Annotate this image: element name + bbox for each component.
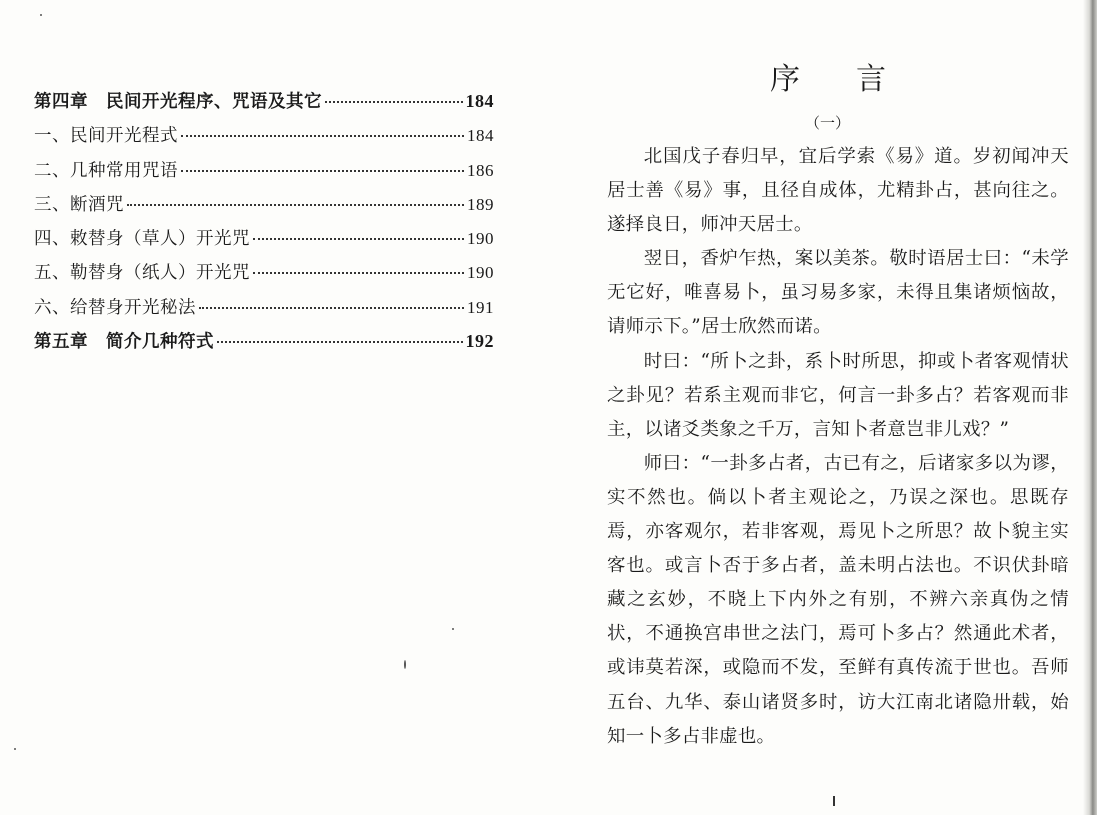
paragraph: 北国戊子春归早，宜后学索《易》道。岁初闻冲天居士善《易》事，且径自成体，尤精卦占，甚向往之。遂择良日，师冲天居士。 <box>607 146 1069 236</box>
toc-entry-title: 三、断酒咒 <box>34 194 124 215</box>
paragraph: 时曰：“所卜之卦，系卜时所思，抑或卜者客观情状之卦见？若系主观而非它，何言一卦多占？若客观而非主，以诸爻类象之千万，言知卜者意岂非儿戏？” <box>607 350 1069 440</box>
dot-leader <box>325 101 463 103</box>
dot-leader <box>181 170 464 172</box>
page-edge-shadow <box>1083 0 1097 815</box>
paragraph: 师曰：“一卦多占者，古已有之，后诸家多以为谬，实不然也。倘以卜者主观论之，乃误之深也。思既存焉，亦客观尔，若非客观，焉见卜之所思？故卜貌主实客也。或言卜否于多占者，盖未明占法也。不识伏卦暗藏之玄妙，不晓上下内外之有别，不辨六亲真伪之情状，不通换宫串世之法门，焉可卜多占？然通此术者，或讳莫若深，或隐而不发，至鲜有真传流于世也。吾师五台、九华、泰山诸贤多时，访大江南北诸隐卅载，始知一卜多占非虚也。 <box>607 452 1069 747</box>
toc-entry <box>34 191 494 225</box>
toc-entry <box>34 259 494 293</box>
toc-entry <box>34 122 494 156</box>
page-number-mark <box>833 796 835 806</box>
toc-entry <box>34 88 494 122</box>
toc-entry-title: 六、给替身开光秘法 <box>34 297 196 318</box>
preface-body <box>607 140 1069 754</box>
toc-entry-page: 184 <box>465 91 494 111</box>
toc-entry <box>34 328 494 362</box>
paragraph: 翌日，香炉乍热，案以美茶。敬时语居士曰：“未学无它好，唯喜易卜，虽习易多家，未得且集诸烦恼故，请师示下。”居士欣然而诺。 <box>607 248 1069 338</box>
dot-leader <box>181 135 464 137</box>
dot-leader <box>127 204 464 206</box>
table-of-contents <box>34 88 494 362</box>
scan-speck <box>452 628 454 630</box>
dot-leader <box>253 272 464 274</box>
toc-entry-page: 191 <box>467 297 494 317</box>
toc-entry-page: 190 <box>467 263 494 283</box>
toc-entry-title: 二、几种常用咒语 <box>34 160 178 181</box>
toc-entry <box>34 294 494 328</box>
toc-entry-page: 190 <box>467 229 494 249</box>
section-number: （一） <box>805 114 851 132</box>
dot-leader <box>199 307 464 309</box>
toc-entry-page: 186 <box>467 160 494 180</box>
dot-leader <box>253 238 464 240</box>
dot-leader <box>217 341 463 343</box>
toc-entry-page: 184 <box>467 126 494 146</box>
toc-entry-page: 192 <box>465 331 494 352</box>
toc-entry-title: 五、勒替身（纸人）开光咒 <box>34 263 250 284</box>
toc-entry-page: 189 <box>467 194 494 214</box>
toc-entry-title: 四、敕替身（草人）开光咒 <box>34 229 250 250</box>
scan-speck <box>404 660 406 669</box>
page-title: 序言 <box>770 62 942 97</box>
toc-entry-title: 第四章 民间开光程序、咒语及其它 <box>34 92 322 112</box>
toc-entry <box>34 225 494 259</box>
toc-entry-title: 第五章 简介几种符式 <box>34 332 214 353</box>
scan-speck <box>14 748 16 750</box>
toc-entry-title: 一、民间开光程式 <box>34 126 178 147</box>
left-page <box>0 0 545 815</box>
scan-speck <box>40 14 42 16</box>
toc-entry <box>34 157 494 191</box>
